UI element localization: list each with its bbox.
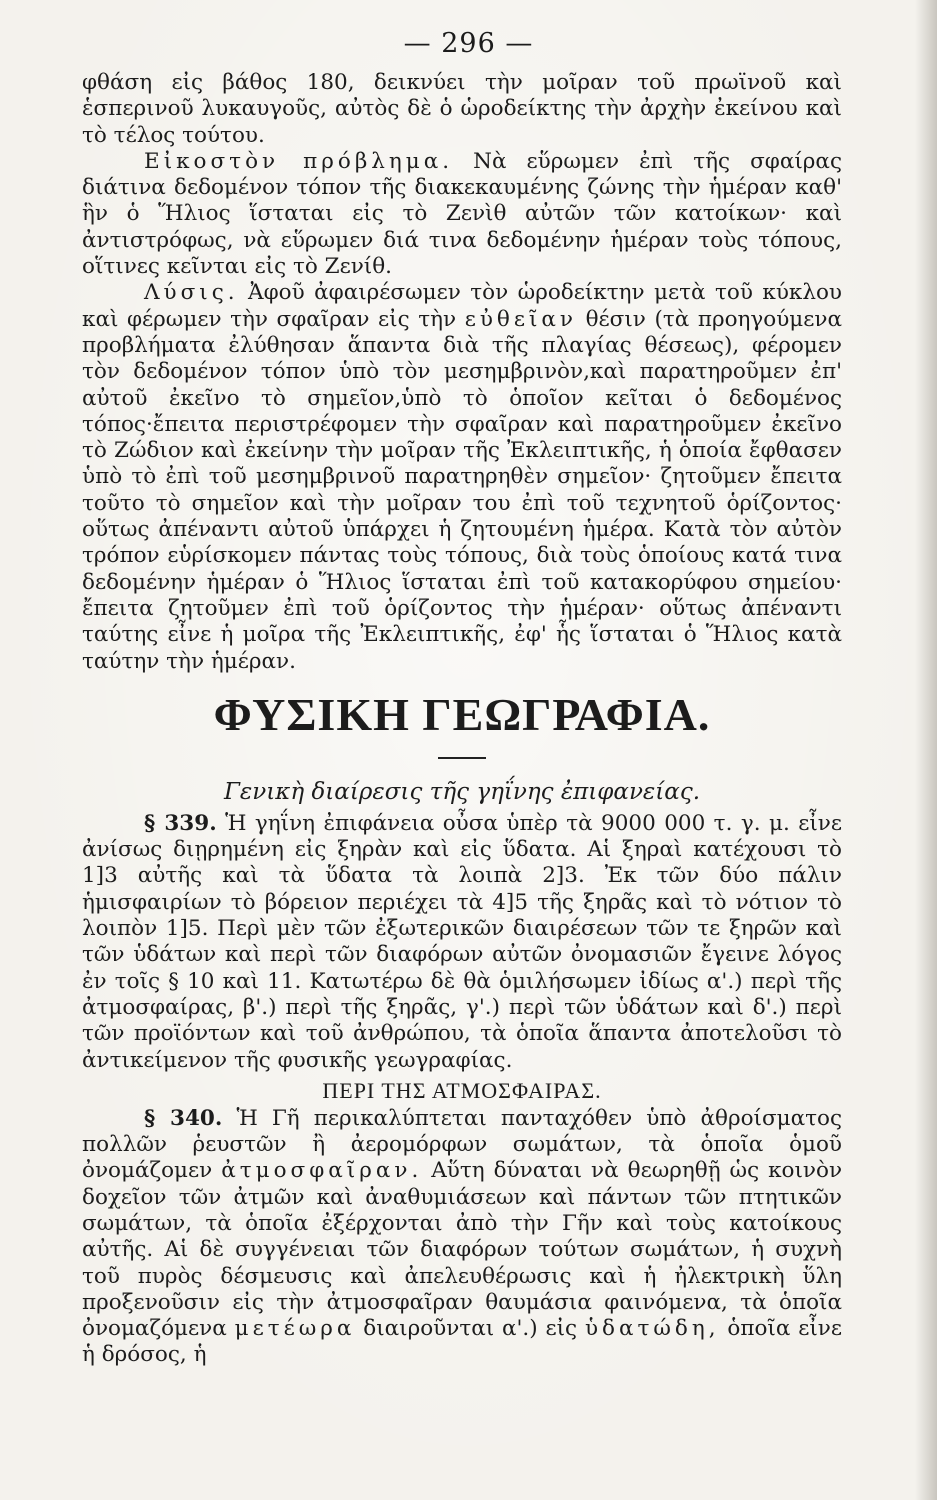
problem-paragraph: [82, 149, 842, 280]
paragraph-340: [82, 1106, 842, 1369]
section-title: ΦΥΣΙΚΗ ΓΕΩΓΡΑΦΙΑ.: [213, 688, 711, 740]
section-divider: [438, 757, 486, 759]
text-column: [82, 70, 842, 1369]
solution-label: Λύσις.: [144, 280, 239, 306]
solution-paragraph: [82, 280, 842, 674]
paragraph-339: [82, 811, 842, 1074]
paragraph-340-text-1: Ἡ Γῆ περικαλύπτεται πανταχόθεν ὑπὸ ἀθροίσματος πολλῶν ῥευστῶν ἢ ἀερομόρφων σωμάτων, τὰ ὁποῖα ὁμοῦ ὀνομάζομεν: [82, 1105, 842, 1184]
page-number: — 296 —: [403, 28, 534, 59]
paragraph-340-label: § 340.: [144, 1105, 223, 1131]
atmosphere-heading: ΠΕΡΙ ΤΗΣ ΑΤΜΟΣΦΑΙΡΑΣ.: [322, 1077, 602, 1103]
paragraph-340-emphasis-3: ὑδατώδη,: [584, 1316, 720, 1342]
problem-text: Νὰ εὕρωμεν ἐπὶ τῆς σφαίρας διάτινα δεδομένον τόπον τῆς διακεκαυμένης ζώνης τὴν ἡμέραν καθ' ἣν ὁ Ἥλιος ἵσταται εἰς τὸ Ζενὶθ αὐτῶν τῶν κατοίκων· καὶ ἀντιστρόφως, νὰ εὕρωμεν διά τινα δεδομένην ἡμέραν τοὺς τόπους, οἵτινες κεῖνται εἰς τὸ Ζενίθ.: [82, 148, 842, 280]
paragraph-340-text-2: Αὕτη δύναται νὰ θεωρηθῇ ὡς κοινὸν δοχεῖον τῶν ἀτμῶν καὶ ἀναθυμιάσεων καὶ πάντων τῶν πτητικῶν σωμάτων, τὰ ὁποῖα ἐξέρχονται ἀπὸ τὴν Γῆν καὶ τοὺς κατοίκους αὐτῆς. Αἱ δὲ συγγένειαι τῶν διαφόρων τούτων σωμάτων, ἡ συχνὴ τοῦ πυρὸς δέσμευσις καὶ ἀπελευθέρωσις καὶ ἡ ἠλεκτρικὴ ὕλη προξενοῦσιν εἰς τὴν ἀτμοσφαῖραν θαυμάσια φαινόμενα, τὰ ὁποῖα ὀνομαζόμενα: [82, 1158, 843, 1342]
paragraph-340-text-3: διαιροῦνται α'.) εἰς: [355, 1316, 585, 1342]
page-edge-shadow: [915, 0, 937, 1500]
paragraph-339-text: Ἡ γηΐνη ἐπιφάνεια οὖσα ὑπὲρ τὰ 9000 000 τ. γ. μ. εἶνε ἀνίσως διῃρημένη εἰς ξηρὰν καὶ εἰς ὕδατα. Αἱ ξηραὶ κατέχουσι τὸ 1]3 αὐτῆς καὶ τὰ ὕδατα τὰ λοιπὰ 2]3. Ἐκ τῶν δύο πάλιν ἡμισφαιρίων τὸ βόρειον περιέχει τὰ 4]5 τῆς ξηρᾶς καὶ τὸ νότιον τὸ λοιπὸν 1]5. Περὶ μὲν τῶν ἐξωτερικῶν διαιρέσεων τῶν τε ξηρῶν καὶ τῶν ὑδάτων καὶ περὶ τῶν διαφόρων αὐτῶν ὀνομασιῶν ἔγεινε λόγος ἐν τοῖς § 10 καὶ 11. Κατωτέρω δὲ θὰ ὁμιλήσωμεν ἰδίως α'.) περὶ τῆς ἀτμοσφαίρας, β'.) περὶ τῆς ξηρᾶς, γ'.) περὶ τῶν ὑδάτων καὶ δ'.) περὶ τῶν προϊόντων καὶ τοῦ ἀνθρώπου, τὰ ὁποῖα ἅπαντα ἀποτελοῦσι τὸ ἀντικείμενον τῆς φυσικῆς γεωγραφίας.: [82, 810, 843, 1073]
paragraph-340-emphasis-2: μετέωρα: [234, 1316, 356, 1342]
paragraph-340-text-4: ὁποῖα εἶνε ἡ δρόσος, ἡ: [82, 1316, 842, 1368]
paragraph-339-label: § 339.: [144, 810, 217, 836]
intro-paragraph: φθάση εἰς βάθος 180, δεικνύει τὴν μοῖραν τοῦ πρωϊνοῦ καὶ ἑσπερινοῦ λυκαυγοῦς, αὐτὸς δὲ ὁ ὡροδείκτης τὴν ἀρχὴν ἐκείνου καὶ τὸ τέλος τούτου.: [82, 70, 842, 148]
solution-text-1: Ἀφοῦ ἀφαιρέσωμεν τὸν ὡροδείκτην μετὰ τοῦ κύκλου καὶ φέρωμεν τὴν σφαῖραν εἰς τὴν: [82, 280, 842, 332]
solution-emphasis: εὐθεῖαν: [464, 306, 577, 332]
paragraph-340-emphasis-1: ἀτμοσφαῖραν.: [221, 1158, 423, 1184]
section-subtitle: Γενικὴ διαίρεσις τῆς γηΐνης ἐπιφανείας.: [223, 778, 701, 805]
solution-text-2: θέσιν (τὰ προηγούμενα προβλήματα ἐλύθησαν ἅπαντα διὰ τῆς πλαγίας θέσεως), φέρομεν τὸν δεδομένον τόπον ὑπὸ τὸν μεσημβρινὸν,καὶ παρατηροῦμεν ἐπ' αὐτοῦ ἐκεῖνο τὸ σημεῖον,ὑπὸ τὸ ὁποῖον κεῖται ὁ δεδομένος τόπος·ἔπειτα περιστρέφομεν τὴν σφαῖραν καὶ παρατηροῦμεν ἐκεῖνο τὸ Ζώδιον καὶ ἐκείνην τὴν μοῖραν τῆς Ἐκλειπτικῆς, ἡ ὁποία ἔφθασεν ὑπὸ τὸ ἐπὶ τοῦ μεσημβρινοῦ παρατηρηθὲν σημεῖον· ζητοῦμεν ἔπειτα τοῦτο τὸ σημεῖον καὶ τὴν μοῖραν του ἐπὶ τοῦ τεχνητοῦ ὁρίζοντος· οὕτως ἀπέναντι αὐτοῦ ὑπάρχει ἡ ζητουμένη ἡμέρα. Κατὰ τὸν αὐτὸν τρόπον εὑρίσκομεν πάντας τοὺς τόπους, διὰ τοὺς ὁποίους κατά τινα δεδομένην ἡμέραν ὁ Ἥλιος ἵσταται ἐπὶ τοῦ κατακορύφου σημείου· ἔπειτα ζητοῦμεν ἐπὶ τοῦ ὁρίζοντος τὴν ἡμέραν· οὕτως ἀπέναντι ταύτης εἶνε ἡ μοῖρα τῆς Ἐκλειπτικῆς, ἐφ' ἧς ἵσταται ὁ Ἥλιος κατὰ ταύτην τὴν ἡμέραν.: [82, 306, 842, 674]
problem-label: Εἰκοστὸν πρόβλημα.: [144, 148, 454, 174]
